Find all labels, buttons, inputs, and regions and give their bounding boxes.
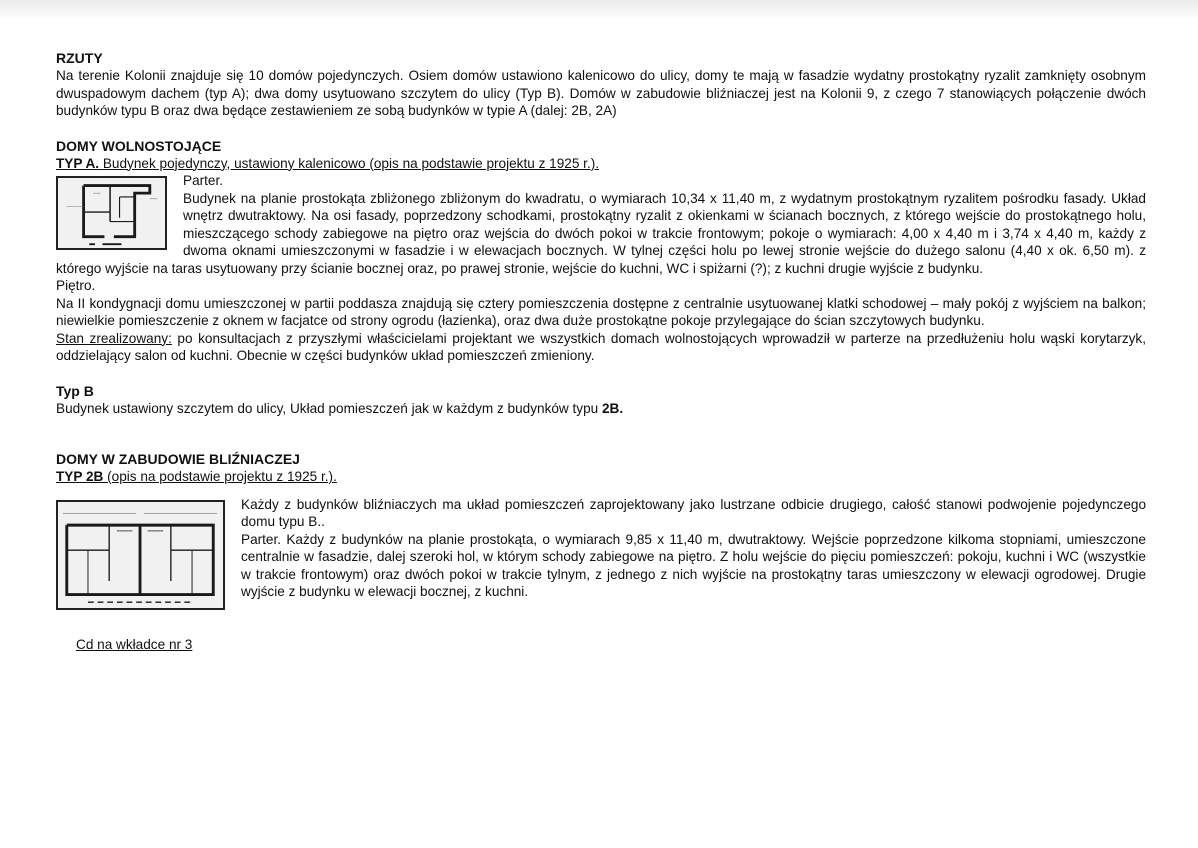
heading-rzuty: RZUTY — [56, 50, 103, 66]
typ-2b-paragraph-1: Każdy z budynków bliźniaczych ma układ pomieszczeń zaprojektowany jako lustrzane odbicie drugiego, całość stanowi podwojenie pojedynczego domu typu B.. — [241, 496, 1146, 529]
parter-label: Parter. — [183, 173, 224, 188]
parter-paragraph: Budynek na planie prostokąta zbliżonego zbliżonym do kwadratu, o wymiarach 10,34 x 11,40 m, z wydatnym prostokątnym ryzalitem pośrodku fasady. Układ wnętrz dwutraktowy. Na osi fasady, poprzedzony schodkami, prostokątny ryzalit z okienkami w ścianach bocznych, z którego wejście do prostokątnego holu, mieszczącego schody zabiegowe na piętro oraz wejścia do dwóch pokoi w trakcie frontowym; pokoje o wymiarach: 4,00 x 4,40 m i 3,74 x 4,40 m, każdy z dwoma oknami umieszczonymi w fasadzie i w elewacjach bocznych. W tylnej części holu po lewej stronie wejście do dużego salonu (4,40 x ok. 6,50 m). z którego wyjście na taras usytuowany przy ścianie bocznej oraz, po prawej stronie, wejście do kuchni, WC i spiżarni (?); z kuchni drugie wyjście z budynku. — [56, 190, 1146, 276]
typ-2b-label: TYP 2B — [56, 469, 104, 484]
typ-b-text: Budynek ustawiony szczytem do ulicy, Układ pomieszczeń jak w każdym z budynków typu — [56, 400, 602, 416]
pietro-paragraph: Na II kondygnacji domu umieszczonej w partii poddasza znajdują się cztery pomieszczenia dostępne z centralnie usytuowanej klatki schodowej – mały pokój z wyjściem na balkon; niewielkie pomieszczenie z oknem w facjatce od strony ogrodu (łazienka), oraz dwa duże prostokątne pokoje przylegające do ścian szczytowych budynku. — [56, 295, 1146, 328]
typ-2b-caption-text: (opis na podstawie projektu z 1925 r.). — [103, 469, 337, 484]
floor-plan-typ-a-image — [56, 176, 167, 250]
heading-domy-wolnostojace: DOMY WOLNOSTOJĄCE — [56, 137, 222, 154]
typ-a-caption-text: Budynek pojedynczy, ustawiony kalenicowo (opis na podstawie projektu z 1925 r.). — [99, 155, 600, 171]
stan-zrealizowany-label: Stan zrealizowany: — [56, 330, 172, 346]
stan-zrealizowany-text: po konsultacjach z przyszłymi właścicielami projektant we wszystkich domach wolnostojących wprowadził w parterze na przedłużeniu holu wąski korytarzyk, oddzielający salon od kuchni. Obecnie w części budynków układ pomieszczeń zmieniony. — [56, 330, 1146, 363]
typ-b-bold: 2B. — [602, 400, 624, 416]
rzuty-paragraph: Na terenie Kolonii znajduje się 10 domów pojedynczych. Osiem domów ustawiono kalenicowo do ulicy, domy te mają w fasadzie wydatny prostokątny ryzalit zamknięty osobnym dwuspadowym dachem (typ A); dwa domy usytuowano szczytem do ulicy (Typ B). Domów w zabudowie bliźniaczej jest na Kolonii 9, z czego 7 stanowiących połączenie dwóch budynków typu B oraz dwa będące zestawieniem ze sobą budynków w typie A (dalej: 2B, 2A) — [56, 68, 1146, 118]
typ-2b-section — [56, 496, 1146, 610]
floor-plan-typ-2b-drawing — [58, 502, 223, 608]
pietro-label: Piętro. — [56, 278, 96, 293]
typ-2b-caption — [56, 468, 1146, 486]
typ-a-caption — [56, 155, 1146, 173]
document-page — [56, 50, 1146, 653]
stan-zrealizowany-paragraph — [56, 330, 1146, 365]
heading-domy-blizniacze: DOMY W ZABUDOWIE BLIŹNIACZEJ — [56, 451, 300, 467]
typ-2b-paragraph-2: Parter. Każdy z budynków na planie prostokąta, o wymiarach 9,85 x 11,40 m, dwutraktowy. Wejście poprzedzone kilkoma stopniami, umieszczone centralnie w fasadzie, dalej szeroki hol, w którym schody zabiegowe na piętro. Z holu wejście do pięciu pomieszczeń: pokoju, kuchni i WC (wszystkie w trakcie frontowym) oraz dwóch pokoi w trakcie tylnym, z jednego z nich wyjście na prostokątny taras umieszczony w elewacji ogrodowej. Drugie wyjście z budynku w elewacji bocznej, z kuchni. — [241, 531, 1146, 599]
scan-top-shadow — [0, 0, 1198, 20]
floor-plan-typ-2b-image — [56, 500, 225, 610]
floor-plan-typ-a-drawing — [58, 178, 165, 248]
typ-a-label: TYP A. — [56, 155, 100, 171]
continuation-note: Cd na wkładce nr 3 — [76, 636, 193, 652]
heading-typ-b: Typ B — [56, 382, 94, 399]
typ-b-paragraph — [56, 400, 1146, 418]
typ-a-section — [56, 172, 1146, 365]
